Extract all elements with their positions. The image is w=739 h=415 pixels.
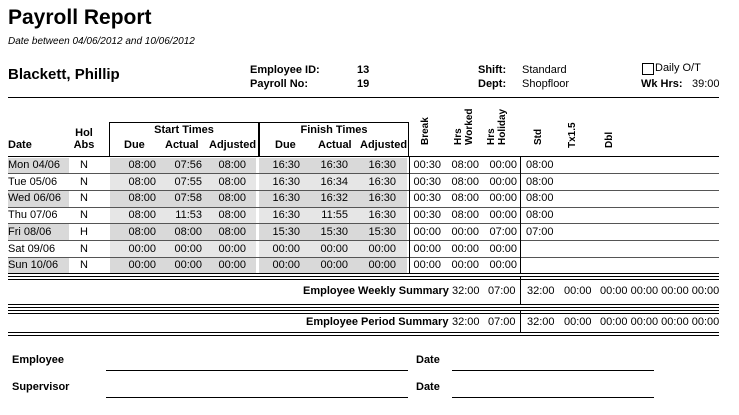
cell-s-act: 08:00 [174,225,202,238]
cell-f-adj: 16:30 [368,175,396,188]
daily-ot-checkbox[interactable] [642,63,654,75]
cell-hol: N [80,259,88,272]
cell-s-due: 00:00 [128,259,156,272]
dept-label: Dept: [478,78,507,90]
cell-f-adj: 00:00 [368,259,396,272]
cell-s-adj: 08:00 [218,209,246,222]
cell-holiday: 00:00 [489,209,517,222]
cell-std: 07:00 [526,225,554,238]
cell-f-adj: 16:30 [368,209,396,222]
weekly-summary-label: Employee Weekly Summary [303,285,449,297]
report-subtitle: Date between 04/06/2012 and 10/06/2012 [8,36,195,47]
weekly-holiday: 07:00 [488,285,516,297]
employee-signature-line[interactable] [106,370,408,371]
period-holiday: 07:00 [488,316,516,328]
col-start-times: Start Times [154,124,214,136]
cell-brk: 00:00 [413,225,441,238]
cell-date: Wed 06/06 [8,192,62,205]
cell-s-due: 08:00 [128,209,156,222]
col-start-actual: Actual [165,139,199,151]
cell-worked: 00:00 [451,259,479,272]
employee-signature-label: Employee [12,354,64,366]
cell-f-act: 00:00 [320,242,348,255]
supervisor-signature-line[interactable] [106,397,408,398]
cell-worked: 08:00 [451,159,479,171]
cell-f-act: 16:32 [320,192,348,205]
cell-brk: 00:30 [413,209,441,222]
cell-s-adj: 00:00 [218,259,246,272]
cell-f-act: 16:30 [320,159,348,171]
col-finish-actual: Actual [318,139,352,151]
wk-hrs-label: Wk Hrs: [641,78,683,90]
weekly-tx15: 00:00 [564,285,592,297]
col-start-due: Due [124,139,145,151]
cell-f-due: 15:30 [272,225,300,238]
col-finish-due: Due [275,139,296,151]
cell-s-act: 00:00 [174,259,202,272]
cell-f-due: 16:30 [272,192,300,205]
dept-value: Shopfloor [522,78,570,90]
payroll-no-label: Payroll No: [250,78,309,90]
period-summary-label: Employee Period Summary [306,316,449,328]
cell-s-due: 08:00 [128,192,156,205]
cell-f-adj: 16:30 [368,159,396,171]
col-hrs-holiday-1: Hrs [486,128,497,145]
employee-id-label: Employee ID: [250,64,320,76]
cell-date: Thu 07/06 [8,209,58,222]
cell-f-adj: 00:00 [368,242,396,255]
col-dbl: Dbl [604,131,615,148]
cell-brk: 00:30 [413,175,441,188]
weekly-dbl: 00:00 00:00 00:00 00:00 [600,285,720,297]
cell-std: 08:00 [526,209,554,222]
col-hol: Hol [75,127,93,139]
col-hrs-worked-1: Hrs [453,128,464,145]
col-std: Std [533,128,544,145]
header-divider [8,97,719,98]
cell-std: 08:00 [526,159,554,171]
weekly-std: 32:00 [527,285,555,297]
cell-s-adj: 08:00 [218,192,246,205]
cell-f-due: 00:00 [272,259,300,272]
report-title: Payroll Report [8,6,152,29]
cell-date: Sun 10/06 [8,259,59,272]
cell-s-act: 07:58 [174,192,202,205]
col-tx15: Tx1.5 [567,122,578,148]
cell-brk: 00:00 [413,259,441,272]
cell-f-due: 16:30 [272,209,300,222]
cell-holiday: 00:00 [489,242,517,255]
cell-worked: 00:00 [451,242,479,255]
cell-s-act: 00:00 [174,242,202,255]
supervisor-date-label: Date [416,381,440,393]
col-start-adjusted: Adjusted [209,139,257,151]
cell-worked: 08:00 [451,175,479,188]
cell-s-act: 07:56 [174,159,202,171]
cell-f-due: 16:30 [272,159,300,171]
col-hrs-worked-2: Worked [464,108,475,145]
cell-f-act: 00:00 [320,259,348,272]
cell-date: Tue 05/06 [8,175,58,188]
cell-hol: N [80,242,88,255]
col-date: Date [8,139,32,151]
cell-s-due: 08:00 [128,225,156,238]
wk-hrs-value: 39:00 [692,78,720,90]
cell-f-due: 00:00 [272,242,300,255]
cell-f-act: 16:34 [320,175,348,188]
payroll-no-value: 19 [357,78,370,90]
cell-s-act: 11:53 [175,209,202,222]
supervisor-date-line[interactable] [452,397,654,398]
supervisor-signature-label: Supervisor [12,381,70,393]
cell-holiday: 00:00 [489,259,517,272]
cell-s-adj: 00:00 [218,242,246,255]
cell-holiday: 00:00 [489,192,517,205]
cell-holiday: 00:00 [489,175,517,188]
weekly-worked: 32:00 [452,285,480,297]
cell-s-due: 08:00 [128,175,156,188]
period-dbl: 00:00 00:00 00:00 00:00 [600,316,720,328]
cell-s-due: 08:00 [128,159,156,171]
cell-worked: 08:00 [451,209,479,222]
cell-brk: 00:30 [413,192,441,205]
cell-hol: N [80,159,88,171]
cell-f-act: 11:55 [321,209,348,222]
cell-hol: N [80,209,88,222]
cell-worked: 08:00 [451,192,479,205]
col-finish-adjusted: Adjusted [360,139,408,151]
cell-brk: 00:30 [413,159,441,171]
cell-hol: N [80,175,88,188]
cell-brk: 00:00 [413,242,441,255]
employee-date-label: Date [416,354,440,366]
cell-f-adj: 15:30 [368,225,396,238]
shift-value: Standard [522,64,567,76]
cell-f-act: 15:30 [320,225,348,238]
cell-s-adj: 08:00 [218,225,246,238]
cell-f-adj: 16:30 [368,192,396,205]
col-break: Break [420,117,431,145]
cell-s-adj: 08:00 [218,159,246,171]
cell-s-act: 07:55 [174,175,202,188]
col-abs: Abs [73,139,95,151]
cell-date: Fri 08/06 [8,225,52,238]
cell-holiday: 00:00 [489,159,517,171]
period-worked: 32:00 [452,316,480,328]
shift-label: Shift: [478,64,507,76]
col-finish-times: Finish Times [300,124,368,136]
cell-date: Sat 09/06 [8,242,56,255]
employee-name: Blackett, Phillip [8,66,120,83]
employee-id-value: 13 [357,64,370,76]
cell-holiday: 07:00 [489,225,517,238]
cell-std: 08:00 [526,192,554,205]
employee-date-line[interactable] [452,370,654,371]
cell-worked: 00:00 [451,225,479,238]
cell-hol: N [80,192,88,205]
cell-std: 08:00 [526,175,554,188]
period-tx15: 00:00 [564,316,592,328]
period-std: 32:00 [527,316,555,328]
cell-s-due: 00:00 [128,242,156,255]
cell-s-adj: 08:00 [218,175,246,188]
col-hrs-holiday-2: Holiday [497,108,508,145]
cell-f-due: 16:30 [272,175,300,188]
cell-date: Mon 04/06 [8,159,60,171]
cell-hol: H [80,225,88,238]
daily-ot-label: Daily O/T [655,62,701,74]
